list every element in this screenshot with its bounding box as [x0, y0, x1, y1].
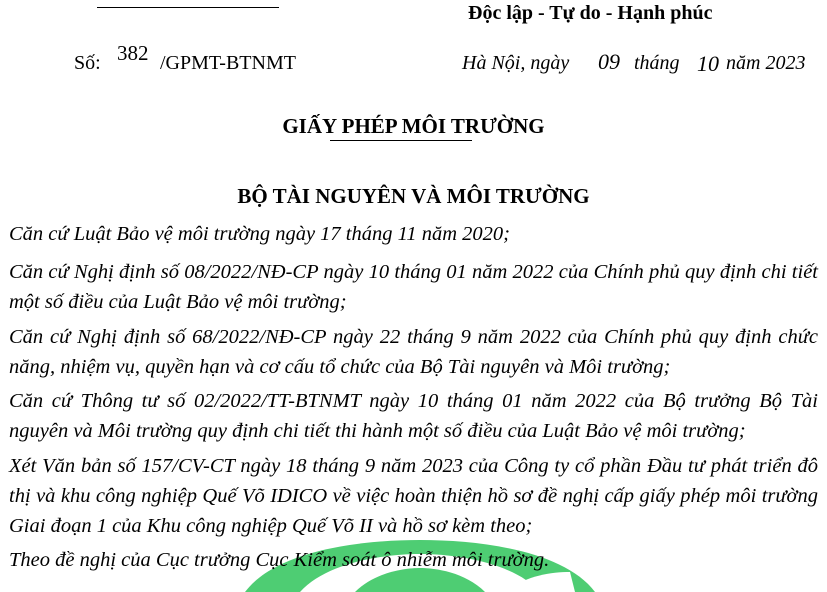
document-number-label: Số: — [74, 52, 101, 74]
national-motto: Độc lập - Tự do - Hạnh phúc — [468, 2, 713, 24]
issuing-authority: BỘ TÀI NGUYÊN VÀ MÔI TRƯỜNG — [237, 184, 590, 208]
legal-basis-paragraph: Căn cứ Nghị định số 68/2022/NĐ-CP ngày 22 tháng 9 năm 2022 của Chính phủ quy định chức năng, nhiệm vụ, quyền hạn và cơ cấu tổ chức của Bộ Tài nguyên và Môi trường; — [9, 326, 818, 378]
title-underline — [330, 140, 472, 141]
legal-basis-paragraph: Căn cứ Luật Bảo vệ môi trường ngày 17 tháng 11 năm 2020; — [9, 223, 510, 245]
legal-basis-paragraph: Căn cứ Thông tư số 02/2022/TT-BTNMT ngày 10 tháng 01 năm 2022 của Bộ trưởng Bộ Tài nguyên và Môi trường quy định chi tiết thi hành một số điều của Luật Bảo vệ môi trường; — [9, 390, 818, 442]
date-year: năm 2023 — [726, 52, 806, 74]
legal-basis-paragraph: Xét Văn bản số 157/CV-CT ngày 18 tháng 9 năm 2023 của Công ty cổ phần Đầu tư phát triển đô thị và khu công nghiệp Quế Võ IDICO về việc hoàn thiện hồ sơ đề nghị cấp giấy phép môi trường Giai đoạn 1 của Khu công nghiệp Quế Võ II và hồ sơ kèm theo; — [9, 455, 818, 537]
header-underline-left — [97, 7, 279, 8]
document-number-code: /GPMT-BTNMT — [160, 52, 296, 74]
legal-basis-paragraph: Theo đề nghị của Cục trưởng Cục Kiểm soát ô nhiễm môi trường. — [9, 549, 550, 571]
document-number: 382 — [117, 41, 149, 65]
date-month: 10 — [697, 51, 719, 76]
date-day: 09 — [598, 49, 620, 74]
date-month-label: tháng — [634, 52, 680, 74]
legal-basis-paragraph: Căn cứ Nghị định số 08/2022/NĐ-CP ngày 10 tháng 01 năm 2022 của Chính phủ quy định chi tiết một số điều của Luật Bảo vệ môi trường; — [9, 261, 818, 313]
date-prefix: Hà Nội, ngày — [462, 52, 570, 74]
document-title: GIẤY PHÉP MÔI TRƯỜNG — [282, 114, 545, 138]
